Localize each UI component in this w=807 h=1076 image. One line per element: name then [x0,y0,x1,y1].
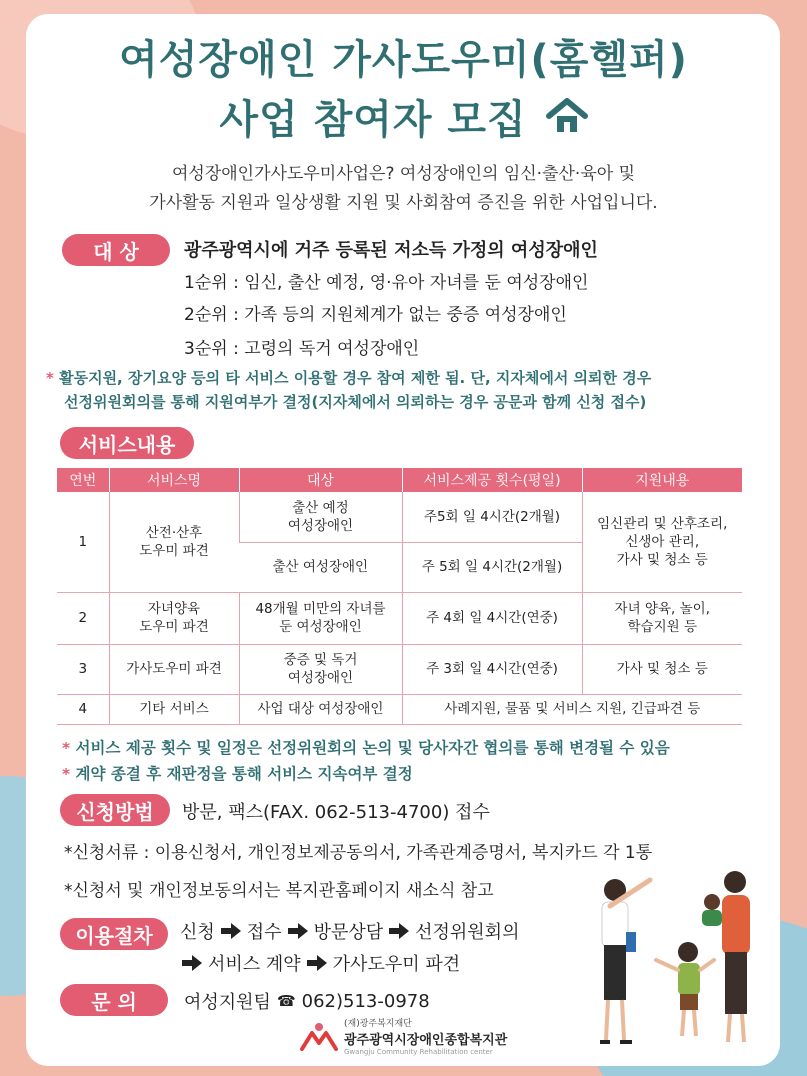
org-small: (재)광주복지재단 [344,1019,412,1029]
cell-support: 자녀 양육, 놀이, 학습지원 등 [582,592,742,644]
family-illustration [580,860,780,1050]
note-star: * [46,369,54,387]
procedure-steps-line2 [180,950,460,976]
contact-phone: 062)513-0978 [301,990,430,1012]
arrow-right-icon [221,923,241,939]
service-table [57,468,742,725]
procedure-steps-line1 [180,918,519,944]
page-title-line2 [0,88,807,145]
step-committee: 선정위원회의 [415,922,520,943]
cell-freq: 주 5회 일 4시간(2개월) [402,542,582,592]
contact-info [184,988,430,1014]
cell-name: 기타 서비스 [109,694,239,724]
cell-no: 4 [57,694,109,724]
cell-target: 사업 대상 여성장애인 [239,694,402,724]
org-name: 광주광역시장애인종합복지관 [344,1033,508,1048]
intro-line2: 가사활동 지원과 일상생활 지원 및 사회참여 증진을 위한 사업입니다. [149,193,658,213]
step-visit: 방문상담 [313,922,384,943]
table-header: 대상 [239,468,402,492]
cell-freq: 주5회 일 4시간(2개월) [402,492,582,542]
arrow-right-icon [307,955,327,971]
target-priority1: 1순위 : 임신, 출산 예정, 영·유아 자녀를 둔 여성장애인 [184,273,589,293]
table-row [57,694,742,724]
logo-mark-icon [300,1021,338,1051]
cell-target: 48개월 미만의 자녀를 둔 여성장애인 [239,592,402,644]
apply-homepage: *신청서 및 개인정보동의서는 복지관홈페이지 새소식 참고 [64,881,494,901]
phone-icon: ☎ [276,992,296,1010]
arrow-right-icon [182,955,202,971]
apply-docs: *신청서류 : 이용신청서, 개인정보제공동의서, 가족관계증명서, 복지카드 각 1통 [64,843,653,863]
table-header: 서비스제공 횟수(평일) [402,468,582,492]
table-header: 서비스명 [109,468,239,492]
target-note-line2: 선정위원회의를 통해 지원여부가 결정(지자체에서 의뢰하는 경우 공문과 함께 신청 접수) [64,393,647,411]
apply-text: 방문, 팩스(FAX. 062-513-4700) 접수 [182,802,490,823]
contact-label: 문 의 [60,984,168,1016]
logo-text [344,1016,507,1056]
cell-freq: 주 4회 일 4시간(연중) [402,592,582,644]
cell-freq-support: 사례지원, 물품 및 서비스 지원, 긴급파견 등 [402,694,742,724]
step-dispatch: 가사도우미 파견 [332,954,461,975]
cell-freq: 주 3회 일 4시간(연중) [402,644,582,694]
cell-no: 2 [57,592,109,644]
cell-support: 가사 및 청소 등 [582,644,742,694]
cell-name: 가사도우미 파견 [109,644,239,694]
service-note-line2 [62,762,413,784]
target-priority2: 2순위 : 가족 등의 지원체계가 없는 중증 여성장애인 [184,305,567,325]
service-note-line1 [62,736,670,758]
cell-target: 출산 여성장애인 [239,542,402,592]
note-text: 계약 종결 후 재판정을 통해 서비스 지속여부 결정 [75,765,413,783]
cell-name: 산전·산후 도우미 파견 [109,492,239,592]
step-apply: 신청 [180,922,215,943]
step-contract: 서비스 계약 [208,954,301,975]
target-note-line1 [46,367,651,388]
procedure-label: 이용절차 [60,918,168,950]
contact-team: 여성지원팀 [184,992,271,1013]
note-text: 서비스 제공 횟수 및 일정은 선정위원회의 논의 및 당사자간 협의를 통해 변경될 수 있음 [75,739,670,757]
arrow-right-icon [288,923,308,939]
target-priority3: 3순위 : 고령의 독거 여성장애인 [184,339,420,359]
house-icon [546,97,588,135]
cell-target: 중증 및 독거 여성장애인 [239,644,402,694]
table-row [57,644,742,694]
step-receive: 접수 [246,922,282,943]
arrow-right-icon [389,923,409,939]
cell-name: 자녀양육 도우미 파견 [109,592,239,644]
page-title-text: 사업 참여자 모집 [219,97,527,143]
cell-no: 3 [57,644,109,694]
cell-no: 1 [57,492,109,592]
service-label: 서비스내용 [60,427,194,459]
note-star: * [62,765,71,783]
org-logo [300,1016,507,1056]
table-row [57,492,742,542]
table-header: 연번 [57,468,109,492]
table-header-row [57,468,742,492]
note-text: 활동지원, 장기요양 등의 타 서비스 이용할 경우 참여 제한 됨. 단, 지자체에서 의뢰한 경우 [59,369,652,387]
table-header: 지원내용 [582,468,742,492]
apply-label: 신청방법 [60,794,170,826]
cell-support: 임신관리 및 산후조리, 신생아 관리, 가사 및 청소 등 [582,492,742,592]
target-main: 광주광역시에 거주 등록된 저소득 가정의 여성장애인 [184,240,598,261]
note-star: * [62,739,71,757]
page-title-line1: 여성장애인 가사도우미(홈헬퍼) [119,37,688,83]
table-row [57,592,742,644]
intro-line1: 여성장애인가사도우미사업은? 여성장애인의 임신·출산·육아 및 [171,164,635,184]
cell-target: 출산 예정 여성장애인 [239,492,402,542]
org-en: Gwangju Community Rehabilitation center [344,1048,493,1056]
target-label: 대 상 [62,234,170,266]
